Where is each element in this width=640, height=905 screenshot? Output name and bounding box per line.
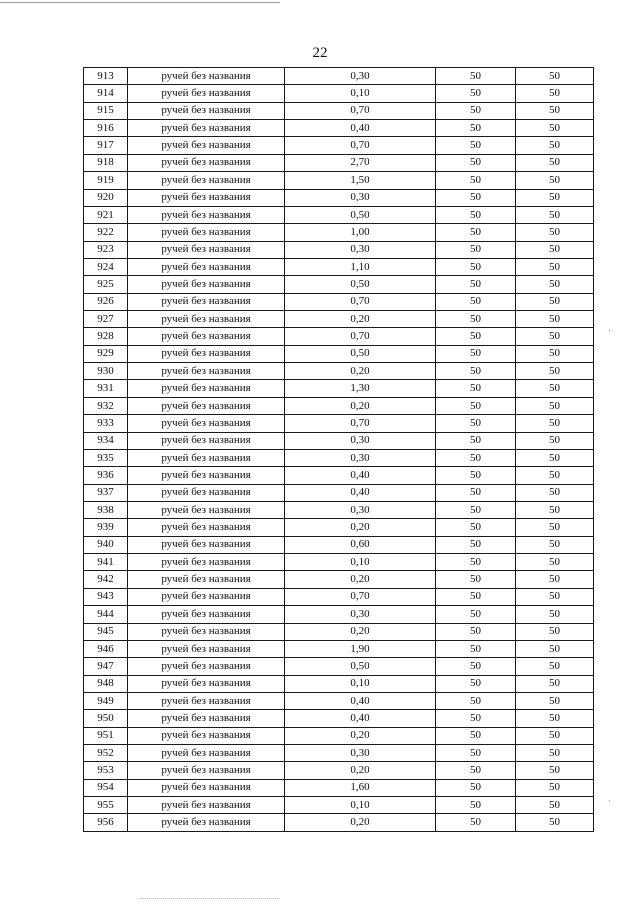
- value-b-cell: 50: [516, 345, 594, 362]
- length-cell: 0,70: [285, 102, 436, 119]
- row-number-cell: 920: [84, 189, 128, 206]
- watercourse-name-cell: ручей без названия: [128, 623, 285, 640]
- value-a-cell: 50: [436, 363, 516, 380]
- length-cell: 0,40: [285, 484, 436, 501]
- value-a-cell: 50: [436, 172, 516, 189]
- value-b-cell: 50: [516, 363, 594, 380]
- value-b-cell: 50: [516, 501, 594, 518]
- length-cell: 0,30: [285, 501, 436, 518]
- value-b-cell: 50: [516, 102, 594, 119]
- row-number-cell: 950: [84, 710, 128, 727]
- value-a-cell: 50: [436, 328, 516, 345]
- value-b-cell: 50: [516, 675, 594, 692]
- table-row: [84, 120, 594, 137]
- value-b-cell: 50: [516, 571, 594, 588]
- length-cell: 0,20: [285, 571, 436, 588]
- value-a-cell: 50: [436, 154, 516, 171]
- watercourse-name-cell: ручей без названия: [128, 276, 285, 293]
- page-number: 22: [312, 45, 328, 61]
- table-row: [84, 710, 594, 727]
- bottom-scan-marks: [140, 898, 280, 900]
- watercourse-name-cell: ручей без названия: [128, 137, 285, 154]
- length-cell: 0,20: [285, 727, 436, 744]
- watercourse-name-cell: ручей без названия: [128, 658, 285, 675]
- value-b-cell: 50: [516, 68, 594, 85]
- value-a-cell: 50: [436, 814, 516, 831]
- row-number-cell: 927: [84, 311, 128, 328]
- watercourse-name-cell: ручей без названия: [128, 224, 285, 241]
- table-row: [84, 137, 594, 154]
- row-number-cell: 946: [84, 640, 128, 657]
- watercourse-name-cell: ручей без названия: [128, 397, 285, 414]
- row-number-cell: 915: [84, 102, 128, 119]
- table-row: [84, 449, 594, 466]
- scan-speck: [609, 800, 610, 801]
- value-b-cell: 50: [516, 814, 594, 831]
- table-row: [84, 640, 594, 657]
- watercourse-name-cell: ручей без названия: [128, 363, 285, 380]
- watercourse-name-cell: ручей без названия: [128, 189, 285, 206]
- value-b-cell: 50: [516, 432, 594, 449]
- row-number-cell: 941: [84, 554, 128, 571]
- value-b-cell: 50: [516, 224, 594, 241]
- length-cell: 0,50: [285, 658, 436, 675]
- value-b-cell: 50: [516, 241, 594, 258]
- length-cell: 1,50: [285, 172, 436, 189]
- value-b-cell: 50: [516, 588, 594, 605]
- watercourse-name-cell: ручей без названия: [128, 449, 285, 466]
- table-row: [84, 189, 594, 206]
- value-b-cell: 50: [516, 606, 594, 623]
- watercourse-name-cell: ручей без названия: [128, 467, 285, 484]
- table-row: [84, 536, 594, 553]
- table-row: [84, 293, 594, 310]
- watercourse-name-cell: ручей без названия: [128, 606, 285, 623]
- table-row: [84, 328, 594, 345]
- row-number-cell: 954: [84, 779, 128, 796]
- value-a-cell: 50: [436, 258, 516, 275]
- value-a-cell: 50: [436, 415, 516, 432]
- row-number-cell: 926: [84, 293, 128, 310]
- table-row: [84, 501, 594, 518]
- table-row: [84, 675, 594, 692]
- value-b-cell: 50: [516, 467, 594, 484]
- value-a-cell: 50: [436, 432, 516, 449]
- row-number-cell: 925: [84, 276, 128, 293]
- value-b-cell: 50: [516, 189, 594, 206]
- value-a-cell: 50: [436, 727, 516, 744]
- value-a-cell: 50: [436, 745, 516, 762]
- watercourse-name-cell: ручей без названия: [128, 797, 285, 814]
- row-number-cell: 940: [84, 536, 128, 553]
- table-row: [84, 623, 594, 640]
- watercourse-name-cell: ручей без названия: [128, 536, 285, 553]
- table-row: [84, 484, 594, 501]
- length-cell: 1,30: [285, 380, 436, 397]
- table-row: [84, 606, 594, 623]
- table-row: [84, 814, 594, 831]
- length-cell: 0,50: [285, 206, 436, 223]
- watercourse-name-cell: ручей без названия: [128, 762, 285, 779]
- value-b-cell: 50: [516, 154, 594, 171]
- value-a-cell: 50: [436, 467, 516, 484]
- row-number-cell: 937: [84, 484, 128, 501]
- watercourse-name-cell: ручей без названия: [128, 501, 285, 518]
- row-number-cell: 945: [84, 623, 128, 640]
- row-number-cell: 934: [84, 432, 128, 449]
- length-cell: 0,30: [285, 241, 436, 258]
- table-row: [84, 571, 594, 588]
- table-row: [84, 415, 594, 432]
- value-b-cell: 50: [516, 380, 594, 397]
- value-a-cell: 50: [436, 68, 516, 85]
- value-a-cell: 50: [436, 779, 516, 796]
- length-cell: 0,10: [285, 554, 436, 571]
- length-cell: 1,00: [285, 224, 436, 241]
- row-number-cell: 919: [84, 172, 128, 189]
- length-cell: 0,20: [285, 519, 436, 536]
- length-cell: 0,30: [285, 68, 436, 85]
- length-cell: 0,20: [285, 397, 436, 414]
- value-a-cell: 50: [436, 623, 516, 640]
- length-cell: 0,30: [285, 432, 436, 449]
- watercourse-name-cell: ручей без названия: [128, 380, 285, 397]
- value-b-cell: 50: [516, 727, 594, 744]
- row-number-cell: 943: [84, 588, 128, 605]
- watercourse-name-cell: ручей без названия: [128, 554, 285, 571]
- watercourse-name-cell: ручей без названия: [128, 745, 285, 762]
- row-number-cell: 930: [84, 363, 128, 380]
- value-a-cell: 50: [436, 710, 516, 727]
- length-cell: 2,70: [285, 154, 436, 171]
- row-number-cell: 929: [84, 345, 128, 362]
- row-number-cell: 952: [84, 745, 128, 762]
- value-b-cell: 50: [516, 449, 594, 466]
- value-b-cell: 50: [516, 640, 594, 657]
- length-cell: 0,20: [285, 363, 436, 380]
- table-row: [84, 745, 594, 762]
- watercourse-name-cell: ручей без названия: [128, 206, 285, 223]
- value-a-cell: 50: [436, 137, 516, 154]
- value-b-cell: 50: [516, 658, 594, 675]
- watercourse-name-cell: ручей без названия: [128, 519, 285, 536]
- length-cell: 0,40: [285, 467, 436, 484]
- value-b-cell: 50: [516, 762, 594, 779]
- length-cell: 0,20: [285, 762, 436, 779]
- length-cell: 0,70: [285, 415, 436, 432]
- length-cell: 0,70: [285, 137, 436, 154]
- row-number-cell: 938: [84, 501, 128, 518]
- row-number-cell: 931: [84, 380, 128, 397]
- value-b-cell: 50: [516, 745, 594, 762]
- value-b-cell: 50: [516, 484, 594, 501]
- value-a-cell: 50: [436, 484, 516, 501]
- value-a-cell: 50: [436, 692, 516, 709]
- watercourse-name-cell: ручей без названия: [128, 710, 285, 727]
- value-a-cell: 50: [436, 588, 516, 605]
- watercourse-name-cell: ручей без названия: [128, 85, 285, 102]
- row-number-cell: 949: [84, 692, 128, 709]
- table-row: [84, 797, 594, 814]
- length-cell: 0,50: [285, 345, 436, 362]
- row-number-cell: 914: [84, 85, 128, 102]
- length-cell: 0,30: [285, 745, 436, 762]
- watercourse-name-cell: ручей без названия: [128, 258, 285, 275]
- watercourse-name-cell: ручей без названия: [128, 172, 285, 189]
- watercourse-name-cell: ручей без названия: [128, 814, 285, 831]
- length-cell: 0,70: [285, 328, 436, 345]
- length-cell: 0,40: [285, 120, 436, 137]
- row-number-cell: 918: [84, 154, 128, 171]
- value-a-cell: 50: [436, 640, 516, 657]
- row-number-cell: 916: [84, 120, 128, 137]
- watercourse-name-cell: ручей без названия: [128, 588, 285, 605]
- table-row: [84, 658, 594, 675]
- table-row: [84, 779, 594, 796]
- row-number-cell: 944: [84, 606, 128, 623]
- value-b-cell: 50: [516, 415, 594, 432]
- length-cell: 0,70: [285, 588, 436, 605]
- length-cell: 0,20: [285, 623, 436, 640]
- value-a-cell: 50: [436, 224, 516, 241]
- table-row: [84, 363, 594, 380]
- watercourse-name-cell: ручей без названия: [128, 692, 285, 709]
- length-cell: 0,30: [285, 606, 436, 623]
- watercourse-name-cell: ручей без названия: [128, 345, 285, 362]
- table-row: [84, 68, 594, 85]
- value-a-cell: 50: [436, 311, 516, 328]
- value-a-cell: 50: [436, 276, 516, 293]
- row-number-cell: 913: [84, 68, 128, 85]
- value-b-cell: 50: [516, 692, 594, 709]
- watercourse-name-cell: ручей без названия: [128, 102, 285, 119]
- row-number-cell: 932: [84, 397, 128, 414]
- table-row: [84, 397, 594, 414]
- value-a-cell: 50: [436, 241, 516, 258]
- table-row: [84, 519, 594, 536]
- watercourse-name-cell: ручей без названия: [128, 415, 285, 432]
- row-number-cell: 942: [84, 571, 128, 588]
- watercourse-name-cell: ручей без названия: [128, 727, 285, 744]
- watercourse-name-cell: ручей без названия: [128, 640, 285, 657]
- table-row: [84, 554, 594, 571]
- value-b-cell: 50: [516, 519, 594, 536]
- row-number-cell: 933: [84, 415, 128, 432]
- value-a-cell: 50: [436, 449, 516, 466]
- length-cell: 0,70: [285, 293, 436, 310]
- row-number-cell: 951: [84, 727, 128, 744]
- value-b-cell: 50: [516, 137, 594, 154]
- value-b-cell: 50: [516, 710, 594, 727]
- table-row: [84, 311, 594, 328]
- watercourse-name-cell: ручей без названия: [128, 68, 285, 85]
- table-row: [84, 692, 594, 709]
- watercourse-name-cell: ручей без названия: [128, 779, 285, 796]
- row-number-cell: 922: [84, 224, 128, 241]
- value-a-cell: 50: [436, 571, 516, 588]
- watercourse-name-cell: ручей без названия: [128, 328, 285, 345]
- row-number-cell: 917: [84, 137, 128, 154]
- length-cell: 0,30: [285, 189, 436, 206]
- table-row: [84, 258, 594, 275]
- table-row: [84, 172, 594, 189]
- row-number-cell: 953: [84, 762, 128, 779]
- watercourse-name-cell: ручей без названия: [128, 241, 285, 258]
- length-cell: 0,50: [285, 276, 436, 293]
- table-row: [84, 432, 594, 449]
- table-row: [84, 727, 594, 744]
- row-number-cell: 948: [84, 675, 128, 692]
- value-b-cell: 50: [516, 397, 594, 414]
- value-a-cell: 50: [436, 554, 516, 571]
- scan-speck: [609, 330, 610, 331]
- value-b-cell: 50: [516, 206, 594, 223]
- table-row: [84, 85, 594, 102]
- value-a-cell: 50: [436, 380, 516, 397]
- value-b-cell: 50: [516, 276, 594, 293]
- watercourse-name-cell: ручей без названия: [128, 311, 285, 328]
- value-b-cell: 50: [516, 328, 594, 345]
- length-cell: 0,30: [285, 449, 436, 466]
- value-a-cell: 50: [436, 606, 516, 623]
- watercourse-table: [83, 67, 594, 832]
- value-a-cell: 50: [436, 293, 516, 310]
- watercourse-name-cell: ручей без названия: [128, 432, 285, 449]
- watercourse-name-cell: ручей без названия: [128, 484, 285, 501]
- length-cell: 0,40: [285, 692, 436, 709]
- row-number-cell: 955: [84, 797, 128, 814]
- row-number-cell: 956: [84, 814, 128, 831]
- value-a-cell: 50: [436, 675, 516, 692]
- value-b-cell: 50: [516, 797, 594, 814]
- value-b-cell: 50: [516, 172, 594, 189]
- length-cell: 0,20: [285, 814, 436, 831]
- value-a-cell: 50: [436, 519, 516, 536]
- value-a-cell: 50: [436, 536, 516, 553]
- row-number-cell: 936: [84, 467, 128, 484]
- value-a-cell: 50: [436, 397, 516, 414]
- value-a-cell: 50: [436, 501, 516, 518]
- row-number-cell: 928: [84, 328, 128, 345]
- row-number-cell: 924: [84, 258, 128, 275]
- watercourse-name-cell: ручей без названия: [128, 120, 285, 137]
- value-a-cell: 50: [436, 797, 516, 814]
- top-scan-line: [0, 2, 280, 3]
- watercourse-name-cell: ручей без названия: [128, 675, 285, 692]
- length-cell: 1,60: [285, 779, 436, 796]
- length-cell: 0,10: [285, 675, 436, 692]
- value-a-cell: 50: [436, 658, 516, 675]
- length-cell: 0,10: [285, 797, 436, 814]
- watercourse-name-cell: ручей без названия: [128, 293, 285, 310]
- table-row: [84, 102, 594, 119]
- row-number-cell: 923: [84, 241, 128, 258]
- watercourse-name-cell: ручей без названия: [128, 154, 285, 171]
- value-a-cell: 50: [436, 762, 516, 779]
- value-b-cell: 50: [516, 536, 594, 553]
- table-row: [84, 762, 594, 779]
- table-row: [84, 467, 594, 484]
- value-a-cell: 50: [436, 206, 516, 223]
- value-b-cell: 50: [516, 311, 594, 328]
- table-row: [84, 206, 594, 223]
- table-body: [84, 68, 594, 832]
- table-row: [84, 345, 594, 362]
- length-cell: 1,10: [285, 258, 436, 275]
- table-row: [84, 241, 594, 258]
- row-number-cell: 939: [84, 519, 128, 536]
- value-b-cell: 50: [516, 554, 594, 571]
- row-number-cell: 947: [84, 658, 128, 675]
- table-row: [84, 154, 594, 171]
- length-cell: 1,90: [285, 640, 436, 657]
- value-a-cell: 50: [436, 189, 516, 206]
- row-number-cell: 921: [84, 206, 128, 223]
- value-a-cell: 50: [436, 85, 516, 102]
- length-cell: 0,40: [285, 710, 436, 727]
- value-b-cell: 50: [516, 623, 594, 640]
- value-b-cell: 50: [516, 120, 594, 137]
- table-row: [84, 588, 594, 605]
- row-number-cell: 935: [84, 449, 128, 466]
- value-b-cell: 50: [516, 293, 594, 310]
- value-b-cell: 50: [516, 85, 594, 102]
- value-a-cell: 50: [436, 120, 516, 137]
- table-row: [84, 224, 594, 241]
- table-row: [84, 276, 594, 293]
- value-b-cell: 50: [516, 258, 594, 275]
- value-b-cell: 50: [516, 779, 594, 796]
- length-cell: 0,60: [285, 536, 436, 553]
- value-a-cell: 50: [436, 102, 516, 119]
- watercourse-name-cell: ручей без названия: [128, 571, 285, 588]
- value-a-cell: 50: [436, 345, 516, 362]
- length-cell: 0,10: [285, 85, 436, 102]
- length-cell: 0,20: [285, 311, 436, 328]
- table-row: [84, 380, 594, 397]
